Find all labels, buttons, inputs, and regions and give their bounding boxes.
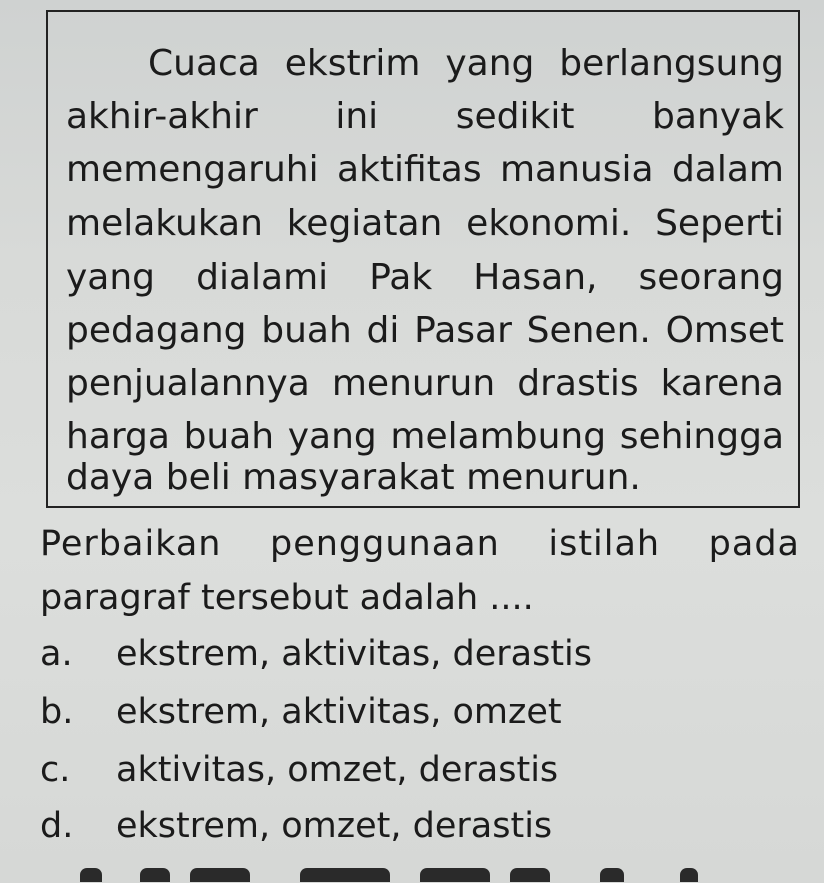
option-text: ekstrem, aktivitas, derastis — [116, 634, 593, 674]
passage-line: daya beli masyarakat menurun. — [66, 457, 641, 498]
passage-line: akhir-akhir ini sedikit banyak — [66, 96, 784, 137]
passage-line: melakukan kegiatan ekonomi. Seperti — [66, 203, 784, 244]
option-text: aktivitas, omzet, derastis — [116, 750, 559, 790]
passage-line: harga buah yang melambung sehingga — [66, 416, 784, 457]
option-letter: b. — [40, 692, 74, 732]
option-c[interactable] — [40, 750, 558, 790]
cut-off-text-decoration — [40, 868, 780, 883]
passage-line: penjualannya menurun drastis karena — [66, 363, 784, 404]
option-a[interactable] — [40, 634, 592, 674]
option-letter: c. — [40, 750, 71, 790]
option-d[interactable] — [40, 806, 552, 846]
passage-line: pedagang buah di Pasar Senen. Omset — [66, 310, 784, 351]
passage-line: yang dialami Pak Hasan, seorang — [66, 257, 784, 298]
option-text: ekstrem, omzet, derastis — [116, 806, 553, 846]
option-b[interactable] — [40, 692, 562, 732]
passage-line: Cuaca ekstrim yang berlangsung — [148, 43, 784, 84]
option-letter: a. — [40, 634, 73, 674]
option-text: ekstrem, aktivitas, omzet — [116, 692, 562, 732]
question-line: paragraf tersebut adalah .... — [40, 578, 534, 618]
passage-line: memengaruhi aktifitas manusia dalam — [66, 149, 784, 190]
question-line: Perbaikan penggunaan istilah pada — [40, 524, 800, 564]
option-letter: d. — [40, 806, 74, 846]
